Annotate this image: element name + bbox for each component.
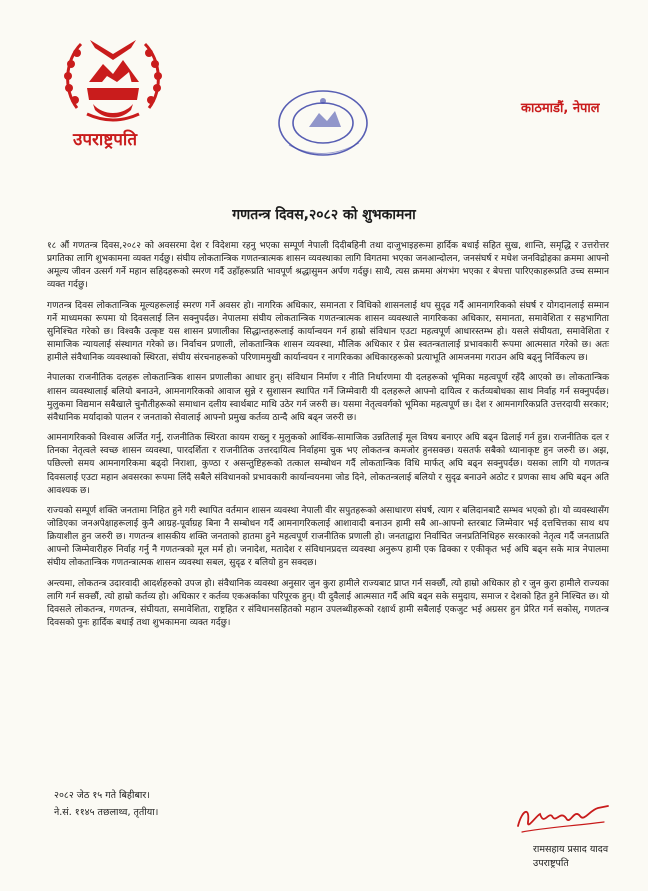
- paragraph: १८ औं गणतन्त्र दिवस,२०८२ को अवसरमा देश र विदेशमा रहनु भएका सम्पूर्ण नेपाली दिदीबहिनी तथा दाजुभाइहरूमा हार्दिक बधाई सहित सुख, शान्ति, समृद्धि र उत्तरोत्तर प्रगतिका लागि शुभकामना व्यक्त गर्दछु। संघीय लोकतान्त्रिक गणतन्त्रात्मक शासन व्यवस्थाका लागि विगतमा भएका जनआन्दोलन, जनसंघर्ष र मधेश जनविद्रोहका क्रममा आफ्नो अमूल्य जीवन उत्सर्ग गर्ने महान सहिदहरूको स्मरण गर्दै उहाँहरूप्रति भावपूर्ण श्रद्धासुमन अर्पण गर्दछु। साथै, त्यस क्रममा अंगभंग भएका र बेपत्ता पारिएकाहरूप्रति उच्च सम्मान व्यक्त गर्दछु।: [47, 241, 609, 291]
- date-line-bs: २०८२ जेठ १५ गते बिहीबार।: [54, 790, 150, 801]
- signer-block: [533, 843, 608, 871]
- paragraph: आमनागरिकको विश्वास अर्जित गर्नु, राजनीतिक स्थिरता कायम राख्नु र मुलुकको आर्थिक-सामाजिक उन्नतिलाई मूल विषय बनाएर अघि बढ्न ढिलाई गर्न हुन्न। राजनीतिक दल र तिनका नेतृत्वले स्वच्छ शासन व्यवस्था, पारदर्शिता र राजनीतिक उत्तरदायित्व निर्वाहमा चुक भए लोकतन्त्र कमजोर हुनसक्छ। यसतर्फ सबैको ध्यानाकृष्ट हुन जरुरी छ। अझ, पछिल्लो समय आमनागरिकमा बढ्दो निराशा, कुण्ठा र असन्तुष्टिहरूको तत्काल सम्बोधन गर्दै लोकतान्त्रिक विधि मार्फत् अघि बढ्न सक्नुपर्दछ। यसका लागि यो गणतन्त्र दिवसलाई एउटा महान अवसरका रूपमा लिंदै सबैले संविधानको प्रभावकारी कार्यान्वयनमा जोड दिने, लोकतन्त्रलाई बलियो र सुदृढ बनाउने अठोट र प्रणका साथ अघि बढ्न अति आवश्यक छ।: [47, 433, 609, 496]
- signer-title: उपराष्ट्रपति: [533, 858, 569, 869]
- paragraph: गणतन्त्र दिवस लोकतान्त्रिक मूल्यहरूलाई स्मरण गर्ने अवसर हो। नागरिक अधिकार, समानता र विधिको शासनलाई थप सुदृढ गर्दै आमनागरिकको संघर्ष र योगदानलाई सम्मान गर्ने माध्यमका रूपमा यो दिवसलाई लिन सक्नुपर्दछ। नेपालमा संघीय लोकतान्त्रिक गणतन्त्रात्मक शासन व्यवस्थाले नागरिकका अधिकार, समानता, समावेशिता र सहभागिता सुनिश्चित गरेको छ। विश्वकै उत्कृष्ट यस शासन प्रणालीका सिद्धान्तहरूलाई कार्यान्वयन गर्न हाम्रो संविधान एउटा महत्वपूर्ण आधारस्तम्भ हो। यसले संघीयता, समावेशिता र सामाजिक न्यायलाई संस्थागत गरेको छ। निर्वाचन प्रणाली, लोकतान्त्रिक शासन व्यवस्था, मौलिक अधिकार र प्रेस स्वतन्त्रतालाई प्रभावकारी रूपमा आत्मसात गरेको छ। अतः हामीले संवैधानिक व्यवस्थाको स्थिरता, संघीय संरचनाहरूको परिणाममुखी कार्यान्वयन र नागरिकका अधिकारहरूको प्रत्याभूति आमजनमा गराउन अघि बढ्नु निर्विकल्प छ।: [47, 300, 609, 364]
- document-title: गणतन्त्र दिवस,२०८२ को शुभकामना: [232, 207, 416, 223]
- office-seal: [275, 87, 371, 163]
- message-body: [47, 240, 609, 637]
- national-emblem-icon: [57, 30, 169, 128]
- date-line-ns: ने.सं. ११४५ तछलाथ्व, तृतीया।: [54, 807, 159, 818]
- office-name: उपराष्ट्रपति: [73, 130, 138, 150]
- office-location: काठमाडौं, नेपाल: [521, 101, 600, 116]
- signature: [512, 796, 612, 838]
- paragraph: राज्यको सम्पूर्ण शक्ति जनतामा निहित हुने गरी स्थापित वर्तमान शासन व्यवस्था नेपाली वीर सपुतहरूको असाधारण संघर्ष, त्याग र बलिदानबाटै सम्भव भएको हो। यो व्यवस्थासँग जोडिएका जनअपेक्षाहरूलाई कुनै आग्रह-पूर्वाग्रह बिना नै सम्बोधन गर्दै आमनागरिकलाई आशावादी बनाउन हामी सबै आ-आफ्नो स्तरबाट जिम्मेवार भई दत्तचित्तका साथ थप क्रियाशील हुन जरुरी छ। गणतन्त्र शासकीय शक्ति जनताको हातमा हुने महत्वपूर्ण राजनीतिक प्रणाली हो। जनताद्वारा निर्वाचित जनप्रतिनिधिहरु सरकारको नेतृत्व गर्दै जनताप्रति आफ्नो जिम्मेवारीहरु निर्वाह गर्नु नै गणतन्त्रको मूल मर्म हो। जनादेश, मतादेश र संविधानप्रदत्त व्यवस्था अनुरूप हामी एक ढिक्का र एकीकृत भई अघि बढ्न सके मात्र नेपालमा संघीय लोकतान्त्रिक गणतन्त्रात्मक शासन व्यवस्था सबल, सुदृढ र बलियो हुन सक्दछ।: [47, 505, 609, 569]
- paragraph: नेपालका राजनीतिक दलहरू लोकतान्त्रिक शासन प्रणालीका आधार हुन्। संविधान निर्माण र नीति निर्धारणमा यी दलहरूको भूमिका महत्वपूर्ण रहँदै आएको छ। लोकतान्त्रिक शासन व्यवस्थालाई बलियो बनाउने, आमनागरिकको आवाज सुन्ने र सुशासन स्थापित गर्ने जिम्मेवारी यी दलहरूले आफ्नो दायित्व र कर्तव्यबोधका साथ निर्वाह गर्न सक्नुपर्दछ। मुलुकमा विद्यमान सबैखाले चुनौतीहरूको समाधान दलीय स्वार्थबाट माथि उठेर गर्न जरुरी छ। यसमा नेतृत्ववर्गको भूमिका महत्वपूर्ण छ। देश र आमनागरिकप्रति उत्तरदायी सरकार; संवैधानिक मर्यादाको पालन र जनताको सेवालाई आफ्नो प्रमुख कर्तव्य ठान्दै अघि बढ्न जरुरी छ।: [47, 373, 609, 423]
- paragraph: अन्त्यमा, लोकतन्त्र उदारवादी आदर्शहरुको उपज हो। संवैधानिक व्यवस्था अनुसार जुन कुरा हामीले राज्यबाट प्राप्त गर्न सक्छौं, त्यो हाम्रो अधिकार हो र जुन कुरा हामीले राज्यका लागि गर्न सक्छौं, त्यो हाम्रो कर्तव्य हो। अधिकार र कर्तव्य एकअर्काका परिपूरक हुन्। यी दुवैलाई आत्मसात गर्दै अघि बढ्न सके समुदाय, समाज र देशको हित हुने निश्चित छ। यो दिवसले लोकतन्त्र, गणतन्त्र, संघीयता, समावेशिता, राष्ट्रहित र संविधानसहितको महान उपलब्धीहरूको रक्षार्थ हामी सबैलाई एकजुट भई अग्रसर हुन प्रेरित गर्न सकोस्, गणतन्त्र दिवसको पुनः हार्दिक बधाई तथा शुभकामना व्यक्त गर्दछु।: [47, 578, 609, 629]
- date-block: [54, 787, 158, 821]
- signer-name: रामसहाय प्रसाद यादव: [533, 844, 609, 855]
